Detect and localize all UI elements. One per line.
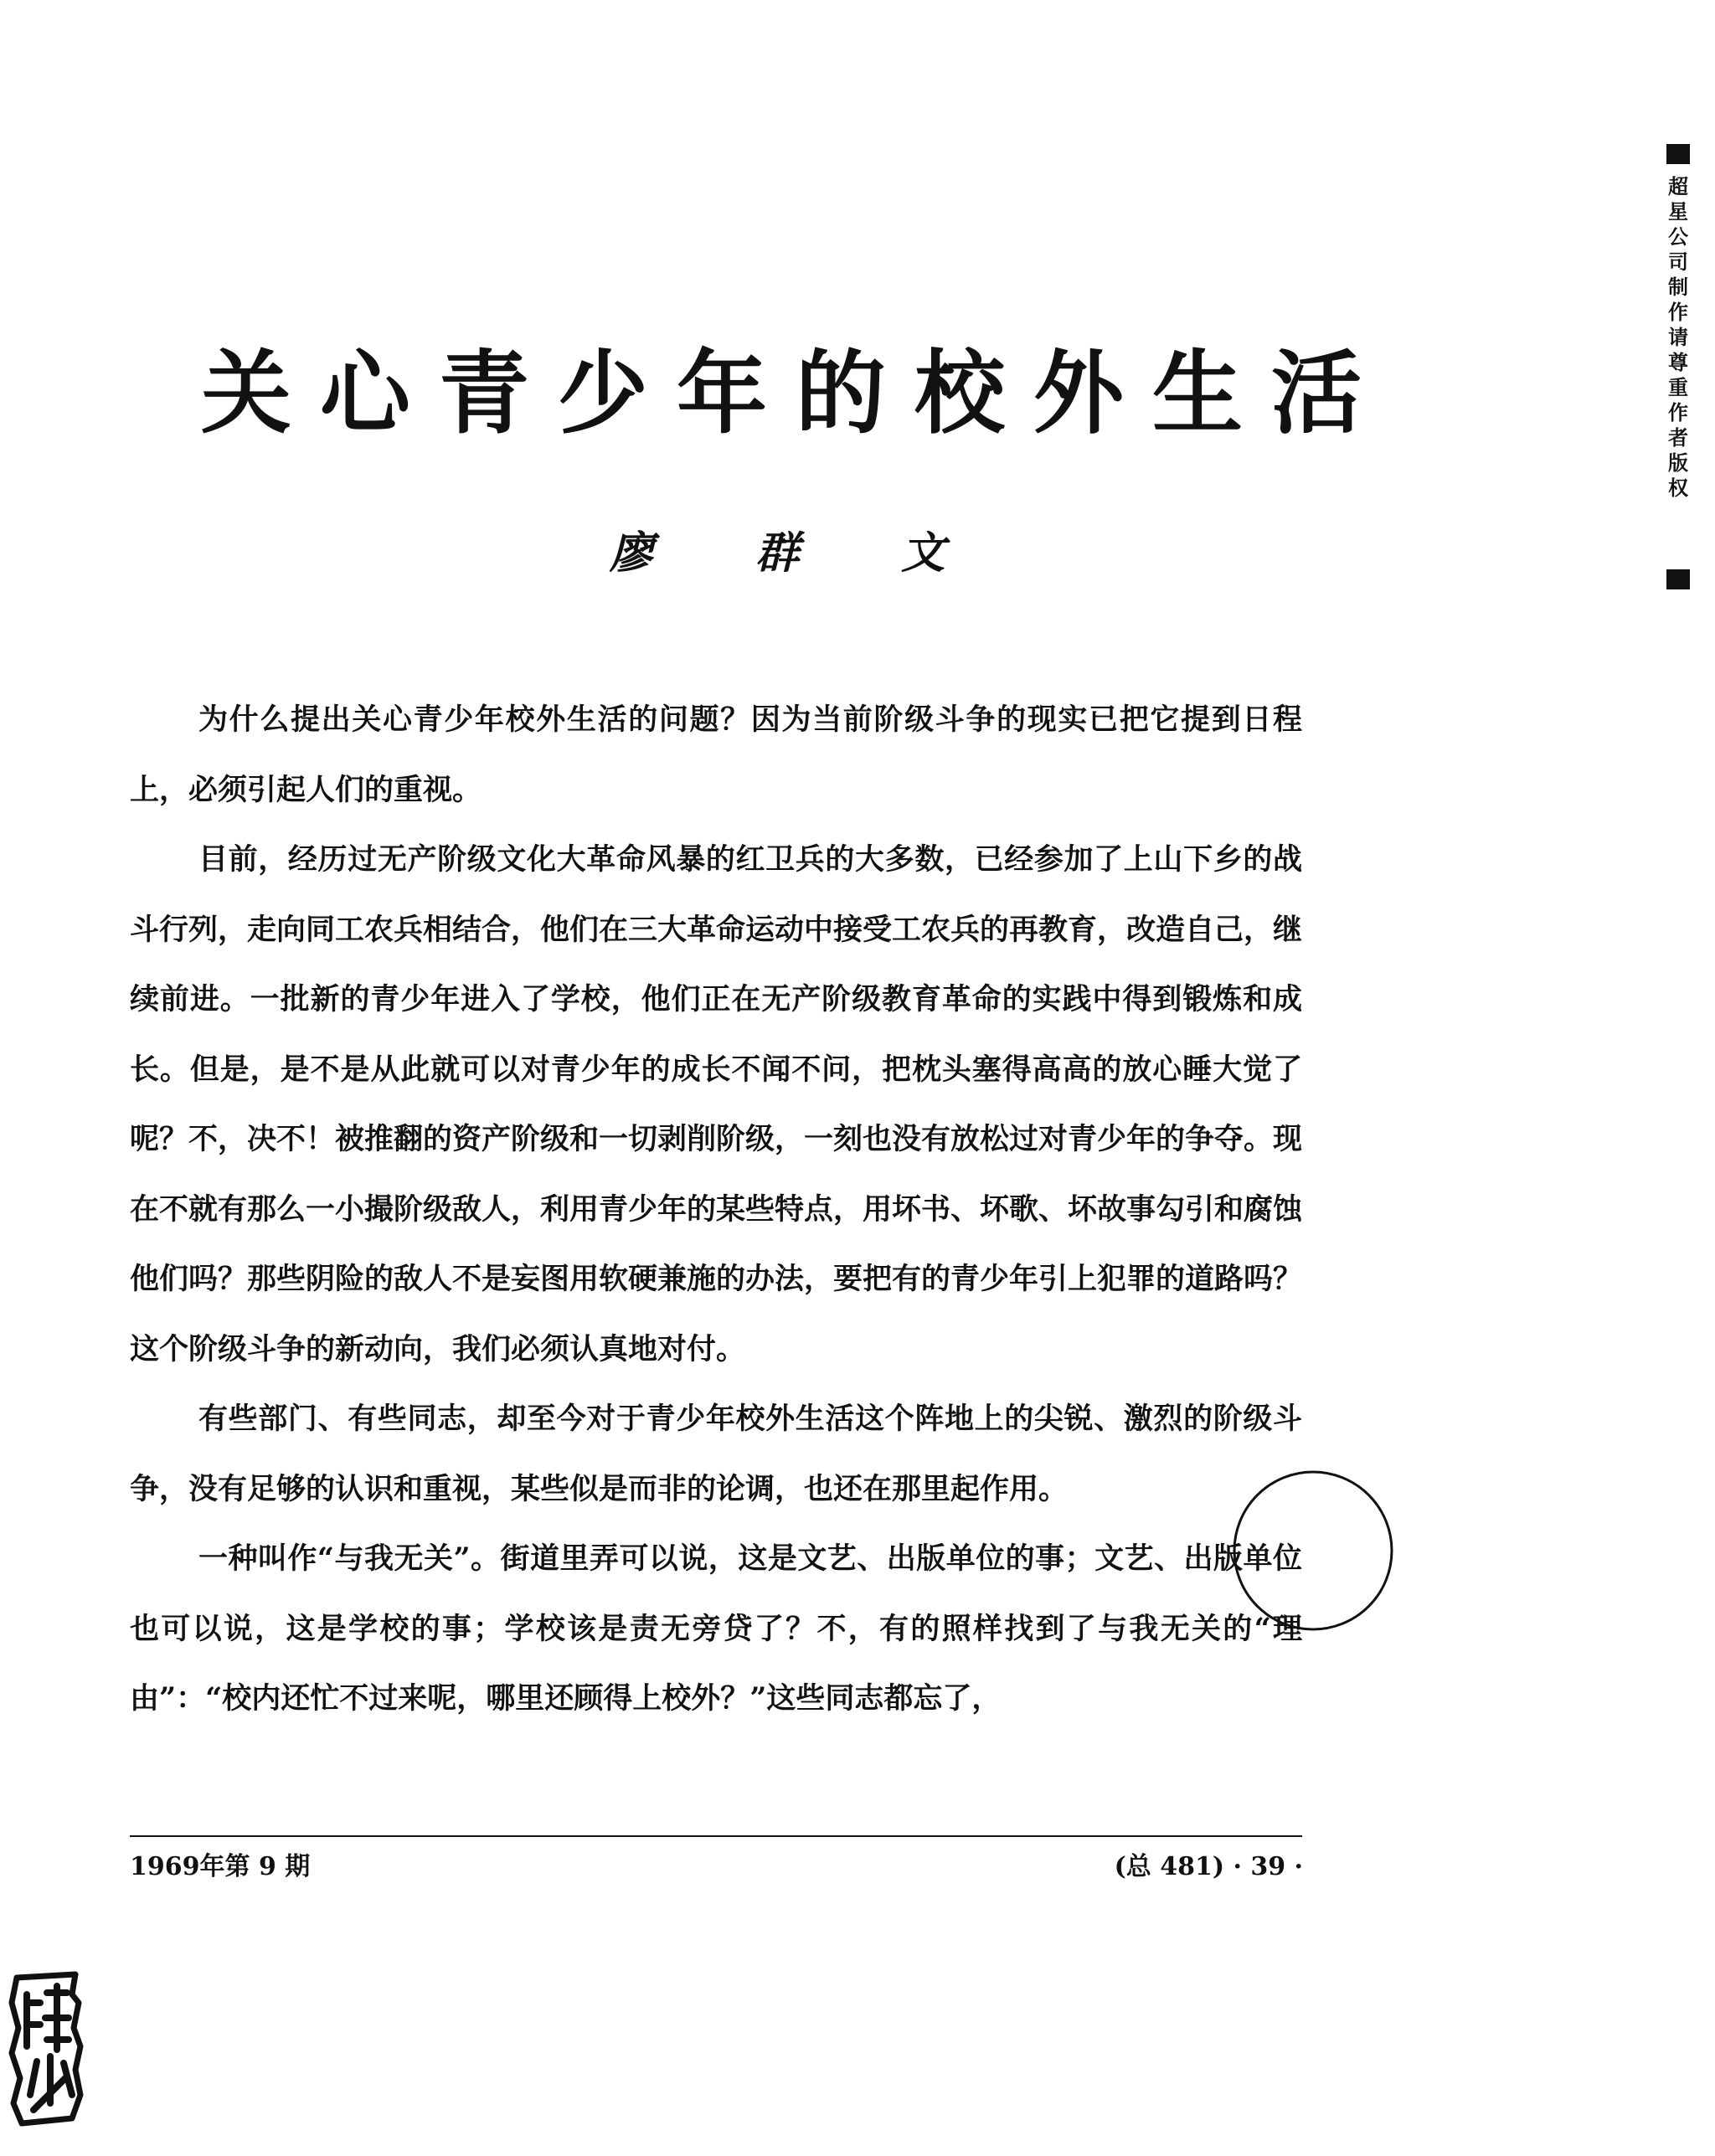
- footer-issue: 1969年第 9 期: [130, 1852, 311, 1881]
- footer-page-number: (总 481) · 39 ·: [1114, 1852, 1303, 1881]
- article-title: 关心青少年的校外生活: [201, 341, 1391, 446]
- logo-stamp-icon: [5, 1969, 85, 2128]
- paragraph-1: 为什么提出关心青少年校外生活的问题？因为当前阶级斗争的现实已把它提到日程上，必须引起人们的重视。: [130, 702, 1302, 807]
- circle-mark-icon: [1229, 1467, 1397, 1634]
- strip-top-bar: [1666, 144, 1690, 164]
- paragraph-3: 有些部门、有些同志，却至今对于青少年校外生活这个阵地上的尖锐、激烈的阶级斗争，没有足够的认识和重视，某些似是而非的论调，也还在那里起作用。: [130, 1402, 1302, 1506]
- paragraph-4: 一种叫作“与我无关”。街道里弄可以说，这是文艺、出版单位的事；文艺、出版单位也可以说，这是学校的事；学校该是责无旁贷了？不，有的照样找到了与我无关的“理由”：“校内还忙不过来呢，哪里还顾得上校外？”这些同志都忘了，: [130, 1541, 1302, 1716]
- paragraph-2: 目前，经历过无产阶级文化大革命风暴的红卫兵的大多数，已经参加了上山下乡的战斗行列，走向同工农兵相结合，他们在三大革命运动中接受工农兵的再教育，改造自己，继续前进。一批新的青少年进入了学校，他们正在无产阶级教育革命的实践中得到锻炼和成长。但是，是不是从此就可以对青少年的成长不闻不问，把枕头塞得高高的放心睡大觉了呢？不，决不！被推翻的资产阶级和一切剥削阶级，一刻也没有放松过对青少年的争夺。现在不就有那么一小撮阶级敌人，利用青少年的某些特点，用坏书、坏歌、坏故事勾引和腐蚀他们吗？那些阴险的敌人不是妄图用软硬兼施的办法，要把有的青少年引上犯罪的道路吗？这个阶级斗争的新动向，我们必须认真地对付。: [130, 842, 1303, 1366]
- article-body: [130, 685, 1302, 1734]
- copyright-strip-text: 超星公司制作 请尊重作者版权: [1668, 175, 1688, 500]
- footer-divider: [130, 1835, 1302, 1837]
- strip-bottom-bar: [1666, 569, 1690, 589]
- article-author: 廖 群 文: [610, 527, 989, 579]
- copyright-strip: [1663, 144, 1693, 596]
